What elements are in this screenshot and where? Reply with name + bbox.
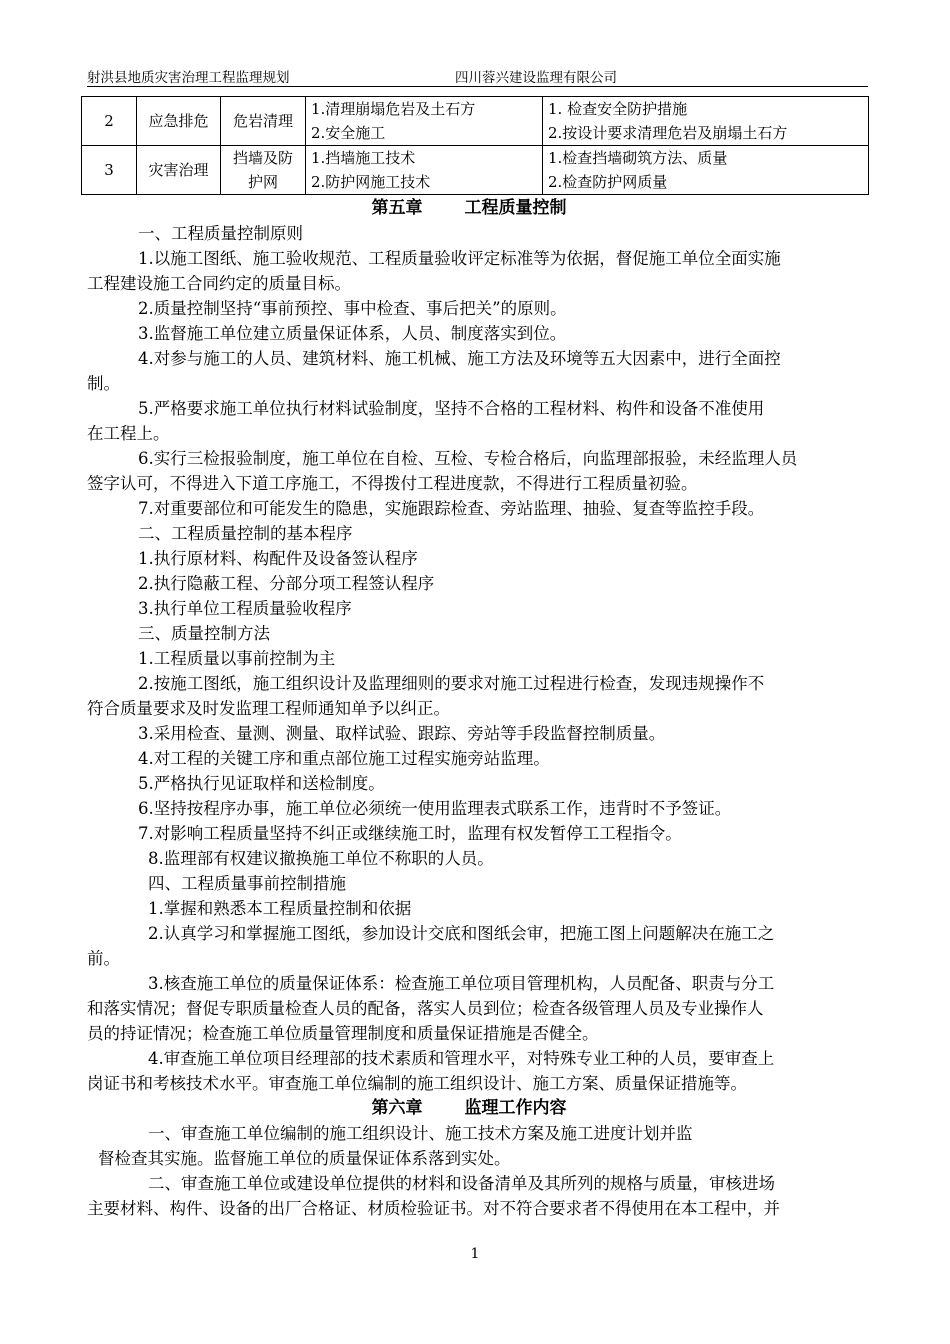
cell-stage: 应急排危: [137, 97, 221, 146]
document-body: [87, 196, 870, 1221]
paragraph-line: 2.质量控制坚持“事前预控、事中检查、事后把关”的原则。: [138, 299, 567, 318]
paragraph-line: 3.监督施工单位建立质量保证体系，人员、制度落实到位。: [138, 324, 567, 343]
paragraph-line: 1.执行原材料、构配件及设备签认程序: [138, 549, 418, 568]
cell-line: 1.清理崩塌危岩及土石方: [311, 100, 476, 118]
paragraph-line: 8.监理部有权建议撤换施工单位不称职的人员。: [148, 849, 494, 868]
cell-line: 2.按设计要求清理危岩及崩塌土石方: [548, 124, 788, 142]
chapter-heading: [98, 196, 870, 221]
paragraph-line: 3.核查施工单位的质量保证体系：检查施工单位项目管理机构，人员配备、职责与分工: [148, 974, 775, 993]
paragraph-line: 7.对重要部位和可能发生的隐患，实施跟踪检查、旁站监理、抽验、复查等监控手段。: [138, 499, 765, 518]
paragraph-line: 3.采用检查、量测、测量、取样试验、跟踪、旁站等手段监督控制质量。: [138, 724, 666, 743]
paragraph-line: 工程建设施工合同约定的质量目标。: [87, 274, 351, 293]
cell-item: [221, 146, 306, 195]
chapter-title: 工程质量控制: [464, 198, 567, 218]
cell-line: 1.检查挡墙砌筑方法、质量: [548, 149, 728, 167]
paragraph-line: 4.对工程的关键工序和重点部位施工过程实施旁站监理。: [138, 749, 550, 768]
chapter-title: 监理工作内容: [464, 1098, 567, 1118]
cell-item-text: 挡墙及防护网: [232, 149, 293, 191]
paragraph-line: 1.工程质量以事前控制为主: [138, 649, 336, 668]
cell-line: 1. 检查安全防护措施: [548, 100, 688, 118]
paragraph-line: 前。: [87, 949, 120, 968]
paragraph-line: 主要材料、构件、设备的出厂合格证、材质检验证书。对不符合要求者不得使用在本工程中，并: [87, 1199, 780, 1218]
paragraph-line: 3.执行单位工程质量验收程序: [138, 599, 352, 618]
cell-points: [543, 146, 869, 195]
cell-line: 2.防护网施工技术: [311, 173, 431, 191]
paragraph-line: 1.掌握和熟悉本工程质量控制和依据: [148, 899, 412, 918]
cell-content: [306, 146, 543, 195]
header-project-title: 射洪县地质灾害治理工程监理规划: [87, 70, 290, 86]
chapter-number: 第六章: [371, 1098, 423, 1118]
cell-line: 2.安全施工: [311, 124, 386, 142]
paragraph-line: 2.执行隐蔽工程、分部分项工程签认程序: [138, 574, 435, 593]
paragraph-line: 制。: [87, 374, 120, 393]
header-company-name: 四川蓉兴建设监理有限公司: [455, 70, 617, 86]
cell-points: [543, 97, 869, 146]
table-row: [82, 146, 869, 195]
cell-line: 1.挡墙施工技术: [311, 149, 416, 167]
paragraph-line: 二、审查施工单位或建设单位提供的材料和设备清单及其所列的规格与质量，审核进场: [148, 1174, 775, 1193]
paragraph-line: 员的持证情况；检查施工单位质量管理制度和质量保证措施是否健全。: [87, 1024, 599, 1043]
paragraph-line: 一、审查施工单位编制的施工组织设计、施工技术方案及施工进度计划并监: [148, 1124, 693, 1143]
paragraph-line: 4.审查施工单位项目经理部的技术素质和管理水平，对特殊专业工种的人员，要审查上: [148, 1049, 775, 1068]
paragraph-line: 2.按施工图纸，施工组织设计及监理细则的要求对施工过程进行检查，发现违规操作不: [138, 674, 765, 693]
paragraph-line: 和落实情况；督促专职质量检查人员的配备，落实人员到位；检查各级管理人员及专业操作人: [87, 999, 764, 1018]
page-header: [87, 66, 868, 87]
cell-stage: 灾害治理: [137, 146, 221, 195]
section-heading: 二、工程质量控制的基本程序: [138, 524, 353, 543]
paragraph-line: 4.对参与施工的人员、建筑材料、施工机械、施工方法及环境等五大因素中，进行全面控: [138, 349, 781, 368]
cell-no: 2: [82, 97, 137, 146]
paragraph-line: 1.以施工图纸、施工验收规范、工程质量验收评定标准等为依据，督促施工单位全面实施: [138, 249, 781, 268]
paragraph-line: 5.严格要求施工单位执行材料试验制度，坚持不合格的工程材料、构件和设备不准使用: [138, 399, 765, 418]
paragraph-line: 6.实行三检报验制度，施工单位在自检、互检、专检合格后，向监理部报验，未经监理人员: [138, 449, 798, 468]
paragraph-line: 7.对影响工程质量坚持不纠正或继续施工时，监理有权发暂停工工程指令。: [138, 824, 682, 843]
cell-no: 3: [82, 146, 137, 195]
cell-line: 2.检查防护网质量: [548, 173, 668, 191]
section-heading: 三、质量控制方法: [138, 624, 270, 643]
cell-content: [306, 97, 543, 146]
supervision-table: [81, 96, 869, 195]
section-heading: 一、工程质量控制原则: [138, 224, 303, 243]
chapter-number: 第五章: [371, 198, 423, 218]
page-number: 1: [470, 1246, 480, 1262]
table-row: [82, 97, 869, 146]
paragraph-line: 5.严格执行见证取样和送检制度。: [138, 774, 385, 793]
paragraph-line: 督检查其实施。监督施工单位的质量保证体系落到实处。: [98, 1149, 511, 1168]
paragraph-line: 签字认可，不得进入下道工序施工，不得拨付工程进度款，不得进行工程质量初验。: [87, 474, 698, 493]
paragraph-line: 2.认真学习和掌握施工图纸，参加设计交底和图纸会审，把施工图上问题解决在施工之: [148, 924, 775, 943]
paragraph-line: 岗证书和考核技术水平。审查施工单位编制的施工组织设计、施工方案、质量保证措施等。: [87, 1074, 747, 1093]
paragraph-line: 在工程上。: [87, 424, 170, 443]
paragraph-line: 符合质量要求及时发监理工程师通知单予以纠正。: [87, 699, 450, 718]
cell-item: 危岩清理: [221, 97, 306, 146]
paragraph-line: 6.坚持按程序办事，施工单位必须统一使用监理表式联系工作，违背时不予签证。: [138, 799, 732, 818]
section-heading: 四、工程质量事前控制措施: [148, 874, 346, 893]
chapter-heading: [98, 1096, 870, 1121]
